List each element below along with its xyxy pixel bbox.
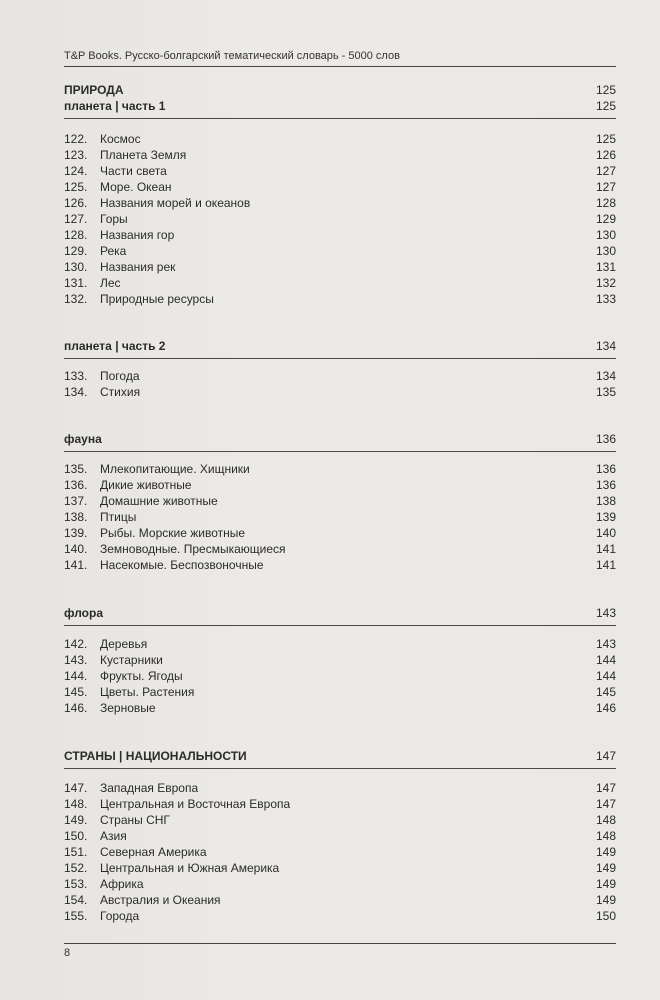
toc-entry xyxy=(64,908,616,924)
part-page: 125 xyxy=(595,83,616,97)
entry-page: 145 xyxy=(595,685,616,699)
entry-page: 130 xyxy=(595,244,616,258)
section-heading xyxy=(64,605,616,621)
entry-number: 133. xyxy=(64,369,88,383)
toc-entry xyxy=(64,368,616,384)
entry-page: 138 xyxy=(595,494,616,508)
entry-number: 124. xyxy=(64,164,88,178)
toc-entry xyxy=(64,384,616,400)
toc-entry xyxy=(64,195,616,211)
entry-title: Названия морей и океанов xyxy=(100,196,251,210)
entry-title: Космос xyxy=(100,132,141,146)
part-heading xyxy=(64,748,616,764)
entry-number: 129. xyxy=(64,244,88,258)
running-head: T&P Books. Русско-болгарский тематический словарь - 5000 слов xyxy=(64,50,400,62)
toc-entry xyxy=(64,525,616,541)
entry-number: 122. xyxy=(64,132,88,146)
entry-title: Фрукты. Ягоды xyxy=(100,669,183,683)
section-page: 134 xyxy=(595,339,616,353)
entry-number: 152. xyxy=(64,861,88,875)
entry-number: 142. xyxy=(64,637,88,651)
footer-rule xyxy=(64,943,616,944)
entry-title: Лес xyxy=(100,276,121,290)
section-heading xyxy=(64,98,616,114)
entry-number: 145. xyxy=(64,685,88,699)
entry-page: 144 xyxy=(595,669,616,683)
entry-page: 147 xyxy=(595,781,616,795)
entry-number: 126. xyxy=(64,196,88,210)
toc-entry xyxy=(64,636,616,652)
entry-title: Австралия и Океания xyxy=(100,893,221,907)
section-rule xyxy=(64,768,616,769)
entry-title: Планета Земля xyxy=(100,148,187,162)
toc-entry xyxy=(64,163,616,179)
toc-entry xyxy=(64,780,616,796)
toc-entry xyxy=(64,211,616,227)
section-title: флора xyxy=(64,606,103,620)
entry-title: Млекопитающие. Хищники xyxy=(100,462,250,476)
toc-entry xyxy=(64,700,616,716)
entry-number: 143. xyxy=(64,653,88,667)
entry-page: 148 xyxy=(595,829,616,843)
entry-page: 135 xyxy=(595,385,616,399)
toc-entry xyxy=(64,876,616,892)
entry-page: 146 xyxy=(595,701,616,715)
part-title: СТРАНЫ | НАЦИОНАЛЬНОСТИ xyxy=(64,749,247,763)
section-page: 125 xyxy=(595,99,616,113)
entry-page: 141 xyxy=(595,558,616,572)
entry-number: 141. xyxy=(64,558,88,572)
toc-entry xyxy=(64,509,616,525)
entry-page: 136 xyxy=(595,462,616,476)
section-title: фауна xyxy=(64,432,102,446)
toc-entry xyxy=(64,291,616,307)
entry-title: Погода xyxy=(100,369,140,383)
section-rule xyxy=(64,118,616,119)
entry-number: 131. xyxy=(64,276,88,290)
section-heading xyxy=(64,431,616,447)
entry-page: 133 xyxy=(595,292,616,306)
toc-entry xyxy=(64,892,616,908)
toc-entry xyxy=(64,828,616,844)
toc-entry xyxy=(64,147,616,163)
toc-entry xyxy=(64,243,616,259)
entry-title: Центральная и Восточная Европа xyxy=(100,797,291,811)
entry-number: 139. xyxy=(64,526,88,540)
entry-page: 149 xyxy=(595,861,616,875)
entry-title: Стихия xyxy=(100,385,141,399)
entry-title: Рыбы. Морские животные xyxy=(100,526,246,540)
entry-page: 125 xyxy=(595,132,616,146)
entry-number: 128. xyxy=(64,228,88,242)
toc-entry xyxy=(64,812,616,828)
toc-entry xyxy=(64,557,616,573)
entry-page: 129 xyxy=(595,212,616,226)
section-rule xyxy=(64,358,616,359)
entry-number: 125. xyxy=(64,180,88,194)
entry-page: 144 xyxy=(595,653,616,667)
toc-entry xyxy=(64,684,616,700)
entry-number: 147. xyxy=(64,781,88,795)
entry-number: 144. xyxy=(64,669,88,683)
entry-number: 149. xyxy=(64,813,88,827)
section-page: 136 xyxy=(595,432,616,446)
entry-number: 138. xyxy=(64,510,88,524)
entry-number: 127. xyxy=(64,212,88,226)
toc-entry xyxy=(64,179,616,195)
toc-entry xyxy=(64,860,616,876)
entry-page: 132 xyxy=(595,276,616,290)
entry-number: 140. xyxy=(64,542,88,556)
entry-page: 139 xyxy=(595,510,616,524)
entry-title: Западная Европа xyxy=(100,781,199,795)
entry-number: 151. xyxy=(64,845,88,859)
toc-entry xyxy=(64,461,616,477)
entry-number: 137. xyxy=(64,494,88,508)
header-rule xyxy=(64,66,616,67)
entry-number: 132. xyxy=(64,292,88,306)
entry-title: Птицы xyxy=(100,510,137,524)
toc-entry xyxy=(64,541,616,557)
entry-page: 143 xyxy=(595,637,616,651)
entry-page: 149 xyxy=(595,893,616,907)
page-number: 8 xyxy=(64,947,71,959)
entry-title: Цветы. Растения xyxy=(100,685,195,699)
entry-title: Страны СНГ xyxy=(100,813,170,827)
entry-number: 123. xyxy=(64,148,88,162)
section-heading xyxy=(64,338,616,354)
entry-number: 148. xyxy=(64,797,88,811)
entry-title: Центральная и Южная Америка xyxy=(100,861,280,875)
entry-number: 154. xyxy=(64,893,88,907)
toc-entry xyxy=(64,493,616,509)
entry-title: Северная Америка xyxy=(100,845,207,859)
entry-number: 135. xyxy=(64,462,88,476)
entry-title: Зерновые xyxy=(100,701,156,715)
entry-title: Природные ресурсы xyxy=(100,292,214,306)
entry-title: Части света xyxy=(100,164,167,178)
entry-page: 136 xyxy=(595,478,616,492)
entry-page: 147 xyxy=(595,797,616,811)
entry-page: 131 xyxy=(595,260,616,274)
entry-title: Города xyxy=(100,909,140,923)
entry-page: 127 xyxy=(595,180,616,194)
entry-number: 130. xyxy=(64,260,88,274)
entry-title: Азия xyxy=(100,829,127,843)
entry-title: Кустарники xyxy=(100,653,163,667)
entry-title: Река xyxy=(100,244,127,258)
section-rule xyxy=(64,451,616,452)
entry-page: 130 xyxy=(595,228,616,242)
entry-page: 141 xyxy=(595,542,616,556)
part-page: 147 xyxy=(595,749,616,763)
part-heading xyxy=(64,82,616,98)
entry-title: Деревья xyxy=(100,637,148,651)
toc-entry xyxy=(64,844,616,860)
entry-number: 155. xyxy=(64,909,88,923)
entry-title: Африка xyxy=(100,877,144,891)
toc-entry xyxy=(64,477,616,493)
toc-entry xyxy=(64,259,616,275)
entry-page: 134 xyxy=(595,369,616,383)
entry-number: 136. xyxy=(64,478,88,492)
entry-number: 134. xyxy=(64,385,88,399)
entry-title: Названия гор xyxy=(100,228,175,242)
toc-entry xyxy=(64,227,616,243)
entry-page: 127 xyxy=(595,164,616,178)
toc-entry xyxy=(64,668,616,684)
entry-title: Названия рек xyxy=(100,260,176,274)
entry-page: 126 xyxy=(595,148,616,162)
section-page: 143 xyxy=(595,606,616,620)
section-title: планета | часть 2 xyxy=(64,339,166,353)
toc-entry xyxy=(64,796,616,812)
entry-page: 149 xyxy=(595,845,616,859)
entry-title: Домашние животные xyxy=(100,494,218,508)
section-title: планета | часть 1 xyxy=(64,99,166,113)
entry-page: 128 xyxy=(595,196,616,210)
entry-page: 140 xyxy=(595,526,616,540)
entry-title: Горы xyxy=(100,212,128,226)
entry-number: 150. xyxy=(64,829,88,843)
entry-page: 149 xyxy=(595,877,616,891)
toc-entry xyxy=(64,652,616,668)
entry-title: Море. Океан xyxy=(100,180,172,194)
entry-page: 150 xyxy=(595,909,616,923)
section-rule xyxy=(64,625,616,626)
entry-title: Насекомые. Беспозвоночные xyxy=(100,558,264,572)
entry-number: 146. xyxy=(64,701,88,715)
toc-entry xyxy=(64,275,616,291)
entry-title: Дикие животные xyxy=(100,478,192,492)
toc-entry xyxy=(64,131,616,147)
entry-title: Земноводные. Пресмыкающиеся xyxy=(100,542,286,556)
entry-number: 153. xyxy=(64,877,88,891)
entry-page: 148 xyxy=(595,813,616,827)
part-title: ПРИРОДА xyxy=(64,83,124,97)
